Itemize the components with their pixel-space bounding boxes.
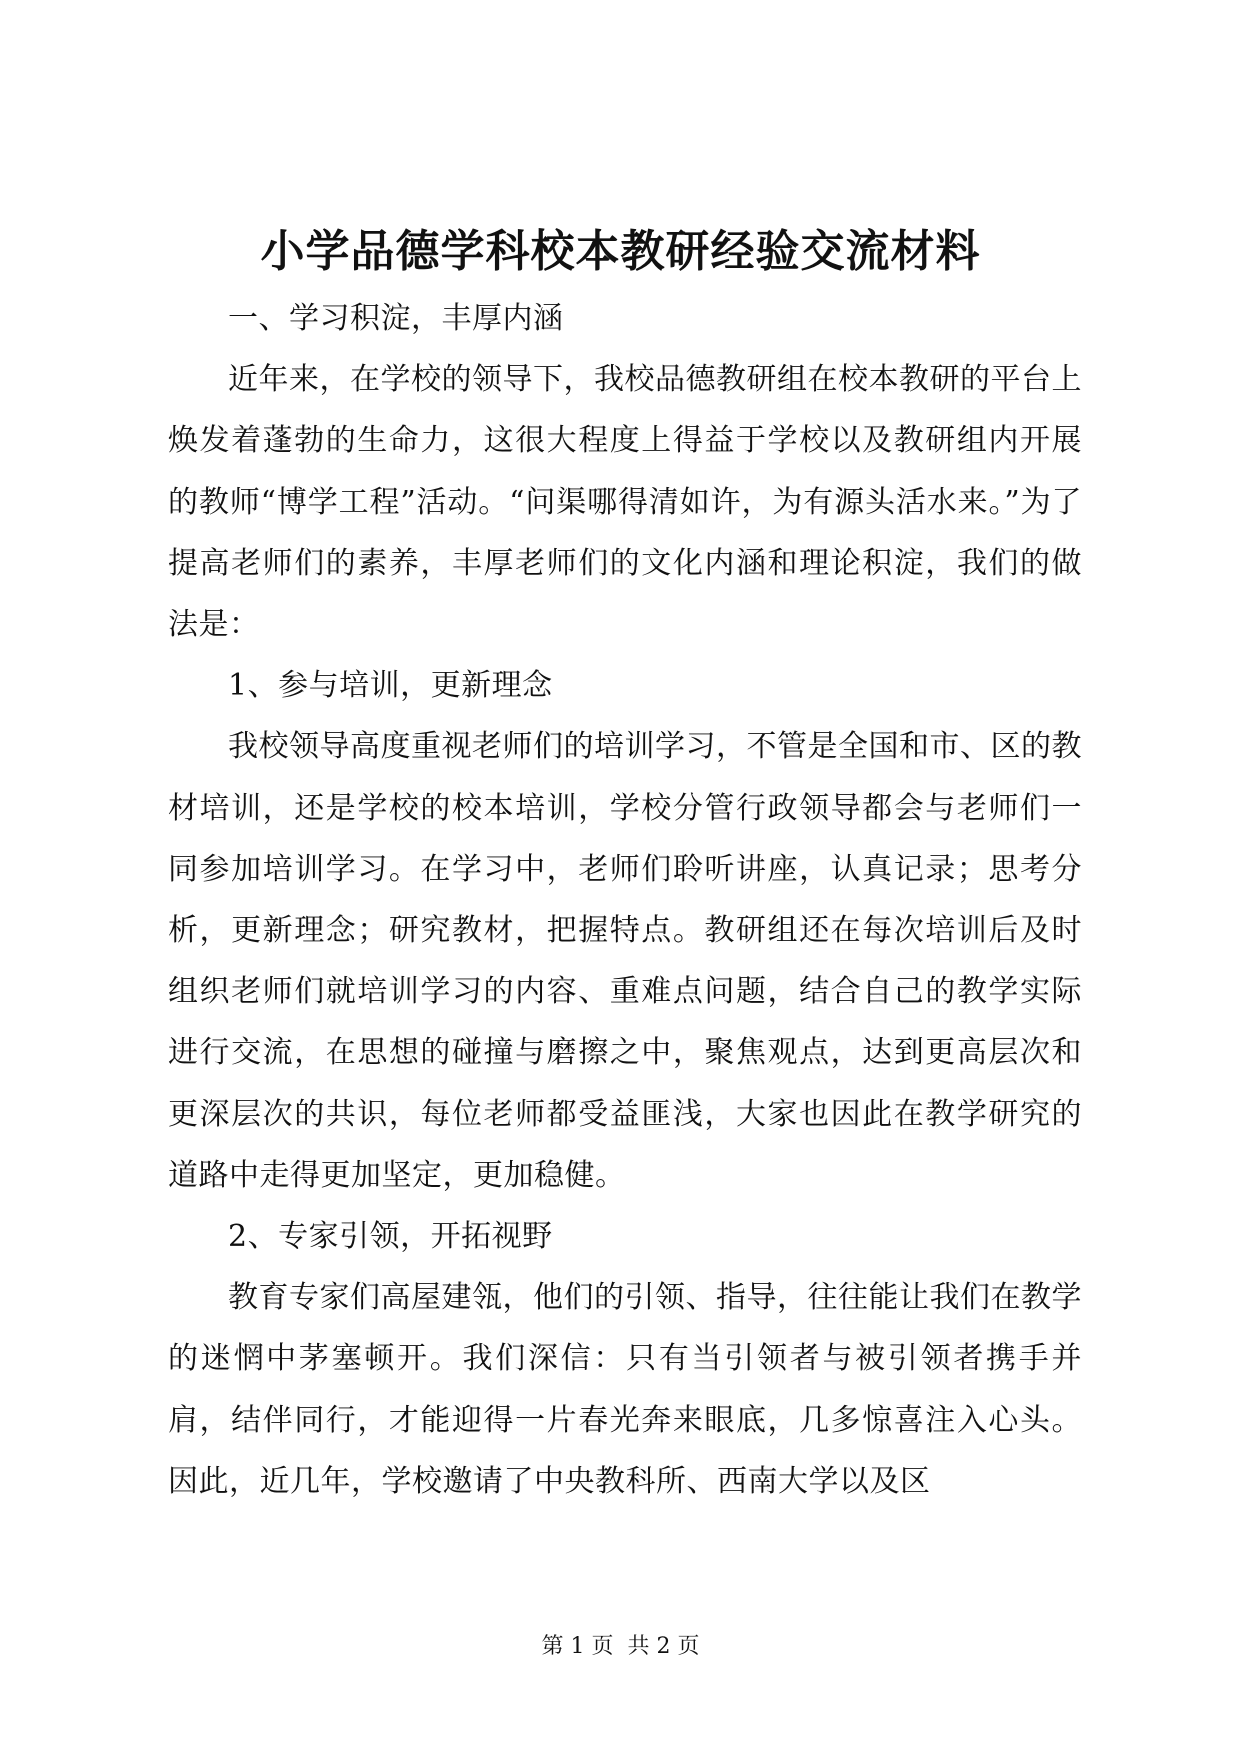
body-paragraph: 我校领导高度重视老师们的培训学习，不管是全国和市、区的教材培训，还是学校的校本培训，学校分管行政领导都会与老师们一同参加培训学习。在学习中，老师们聆听讲座，认真记录；思考分析，更新理念；研究教材，把握特点。教研组还在每次培训后及时组织老师们就培训学习的内容、重难点问题，结合自己的教学实际进行交流，在思想的碰撞与磨擦之中，聚焦观点，达到更高层次和更深层次的共识，每位老师都受益匪浅，大家也因此在教学研究的道路中走得更加坚定，更加稳健。	[168, 729, 1082, 1193]
document-body	[168, 288, 1082, 1512]
document-title: 小学品德学科校本教研经验交流材料	[260, 226, 981, 277]
body-paragraph: 教育专家们高屋建瓴，他们的引领、指导，往往能让我们在教学的迷惘中茅塞顿开。我们深信：只有当引领者与被引领者携手并肩，结伴同行，才能迎得一片春光奔来眼底，几多惊喜注入心头。因此，近几年，学校邀请了中央教科所、西南大学以及区	[168, 1280, 1082, 1499]
body-paragraph: 近年来，在学校的领导下，我校品德教研组在校本教研的平台上焕发着蓬勃的生命力，这很大程度上得益于学校以及教研组内开展的教师“博学工程”活动。“问渠哪得清如许，为有源头活水来。”为了提高老师们的素养，丰厚老师们的文化内涵和理论积淀，我们的做法是：	[168, 362, 1082, 643]
section-heading: 1、参与培训，更新理念	[228, 668, 553, 704]
page-footer	[0, 1632, 1241, 1662]
section-heading: 一、学习积淀，丰厚内涵	[228, 301, 564, 336]
section-heading: 2、专家引领，开拓视野	[228, 1219, 553, 1255]
page-number-label: 第 1 页 共 2 页	[541, 1634, 700, 1659]
